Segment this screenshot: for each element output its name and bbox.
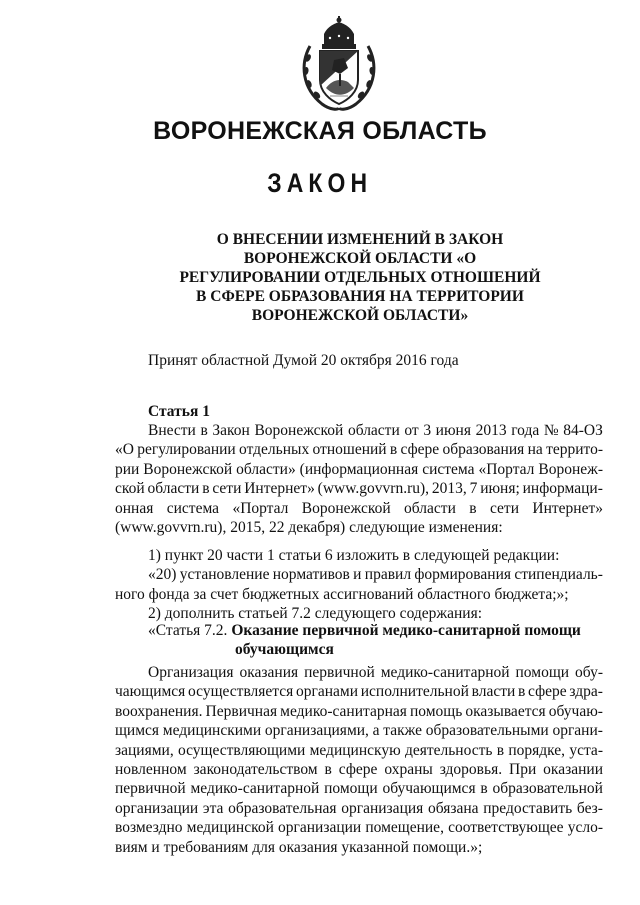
text-line: виям и требованиям для оказания указанной помощи.»; [115, 838, 483, 856]
law-title-line: РЕГУЛИРОВАНИИ ОТДЕЛЬНЫХ ОТНОШЕНИЙ [179, 269, 541, 286]
new-article-title: Оказание первичной медико-санитарной помощи [231, 622, 581, 639]
text-line: Организация оказания первичной медико-санитарной помощи обу- [148, 664, 603, 681]
law-title-line: ВОРОНЕЖСКОЙ ОБЛАСТИ» [251, 307, 469, 324]
law-title-line: ВОРОНЕЖСКОЙ ОБЛАСТИ «О [243, 250, 477, 267]
text-line: первичной медико-санитарной помощи обучающимся в образовательной [115, 780, 603, 798]
text-line: (www.govvrn.ru), 2015, 22 декабря) следующие изменения: [115, 519, 503, 537]
text-line: чающимся осуществляется органами исполнительной власти в сфере здра- [115, 683, 603, 701]
law-title [160, 230, 560, 325]
new-article-body [115, 663, 603, 857]
new-article-prefix: «Статья 7.2. [148, 622, 228, 639]
adoption-note: Принят областной Думой 20 октября 2016 года [148, 352, 459, 369]
article-heading: Статья 1 [148, 403, 210, 420]
text-line: «20) установление нормативов и правил формирования стипендиаль- [148, 566, 603, 584]
new-article-title-cont: обучающимся [235, 641, 334, 659]
text-line: организации эта образовательная организация обязана предоставить без- [115, 799, 603, 817]
new-article-heading [148, 621, 581, 660]
document-type: ЗАКОН [267, 168, 373, 198]
text-line: «О регулировании отдельных отношений в сфере образования на террито- [115, 441, 603, 459]
text-line: 1) пункт 20 части 1 статьи 6 изложить в следующей редакции: [148, 547, 560, 564]
text-line: Внести в Закон Воронежской области от 3 июня 2013 года № 84-ОЗ [148, 422, 603, 439]
article-items [115, 546, 603, 624]
text-line: рии Воронежской области» (информационная система «Портал Воронеж- [115, 460, 603, 478]
region-name: ВОРОНЕЖСКАЯ ОБЛАСТЬ [153, 117, 487, 145]
text-line: 2) дополнить статьей 7.2 следующего содержания: [148, 605, 482, 623]
text-line: новленном законодательством в сфере охраны здоровья. При оказании [115, 761, 603, 779]
text-line: ного фонда за счет бюджетных ассигнований областного бюджета;»; [115, 585, 569, 603]
law-title-line: В СФЕРЕ ОБРАЗОВАНИЯ НА ТЕРРИТОРИИ [196, 288, 524, 305]
text-line: щимся медицинскими организациями, а также образовательными органи- [115, 722, 603, 740]
text-line: ской области в сети Интернет» (www.govvrn.ru), 2013, 7 июня; информаци- [115, 480, 603, 498]
text-line: онная система «Портал Воронежской области в сети Интернет» [115, 499, 603, 517]
article-intro [115, 421, 603, 537]
text-line: зациями, осуществляющими медицинскую деятельность в порядке, уста- [115, 741, 603, 759]
coat-of-arms-icon [296, 16, 382, 112]
text-line: возмездно медицинской организации помещение, соответствующее усло- [115, 819, 603, 837]
law-title-line: О ВНЕСЕНИИ ИЗМЕНЕНИЙ В ЗАКОН [216, 231, 504, 248]
text-line: воохранения. Первичная медико-санитарная помощь оказывается обучаю- [115, 702, 603, 720]
